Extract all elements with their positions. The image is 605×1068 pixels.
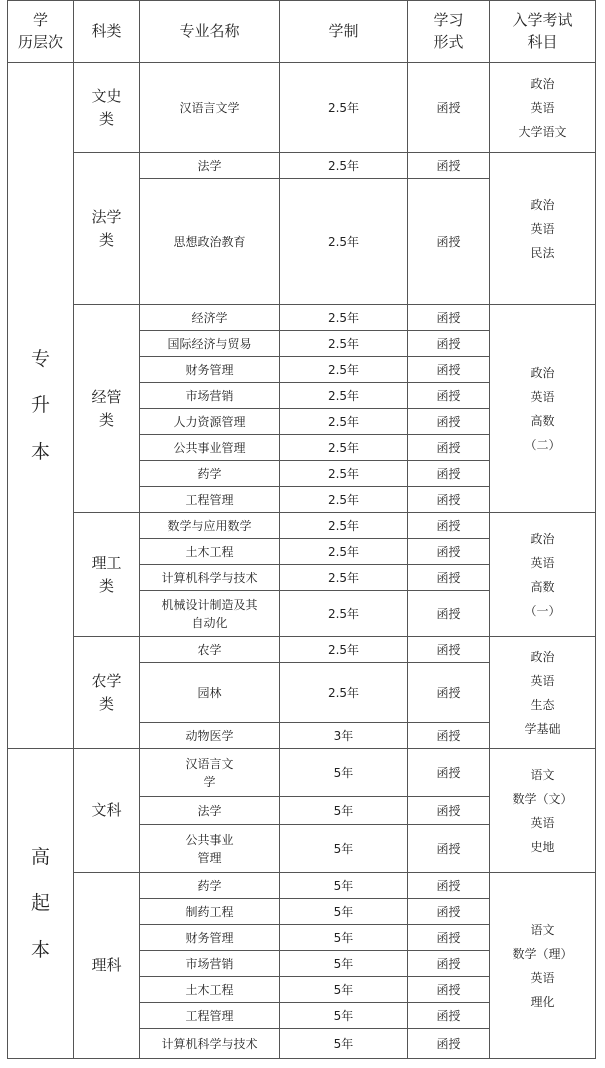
program-row — [8, 637, 596, 663]
text-line: 政治 — [530, 365, 555, 380]
text-line: 英语 — [530, 970, 555, 985]
text-line: 农学 — [91, 672, 122, 690]
major-name-cell — [140, 873, 280, 899]
category-cell — [74, 513, 140, 637]
text-line: 理工 — [91, 554, 122, 572]
text-line: 药学 — [197, 878, 222, 893]
header-study-mode: 学习 形式 — [408, 1, 490, 63]
program-row — [8, 153, 596, 179]
duration-cell: 2.5年 — [280, 513, 408, 539]
duration-cell: 2.5年 — [280, 305, 408, 331]
text-line: 公共事业管理 — [173, 440, 246, 455]
major-name-cell — [140, 409, 280, 435]
text-line: 类 — [98, 410, 114, 429]
text-line: 国际经济与贸易 — [167, 336, 252, 351]
study-mode-cell: 函授 — [408, 565, 490, 591]
text-line: 类 — [98, 694, 114, 713]
study-mode-cell: 函授 — [408, 179, 490, 305]
text-line: 政治 — [530, 649, 555, 664]
duration-cell: 2.5年 — [280, 179, 408, 305]
text-line: 高 — [30, 845, 50, 868]
study-mode-cell: 函授 — [408, 331, 490, 357]
text-line: 英语 — [530, 221, 555, 236]
text-line: 汉语言文 — [185, 756, 234, 771]
text-line: 工程管理 — [185, 492, 234, 507]
text-line: 英语 — [530, 815, 555, 830]
study-mode-cell: 函授 — [408, 977, 490, 1003]
study-mode-cell: 函授 — [408, 435, 490, 461]
text-line: 史地 — [530, 839, 555, 854]
major-name-cell — [140, 153, 280, 179]
text-line: 高数 — [530, 579, 555, 594]
text-line: 语文 — [530, 922, 555, 937]
duration-cell: 2.5年 — [280, 591, 408, 637]
duration-cell: 5年 — [280, 825, 408, 873]
study-mode-cell: 函授 — [408, 1003, 490, 1029]
level-cell — [8, 749, 74, 1059]
text-line: 汉语言文学 — [179, 100, 240, 115]
text-line: 机械设计制造及其 — [161, 597, 258, 612]
program-row — [8, 749, 596, 797]
duration-cell: 5年 — [280, 797, 408, 825]
major-name-cell — [140, 179, 280, 305]
text-line: 理化 — [530, 994, 555, 1009]
duration-cell: 2.5年 — [280, 565, 408, 591]
text-line: 起 — [30, 892, 50, 915]
duration-cell: 2.5年 — [280, 461, 408, 487]
major-name-cell — [140, 383, 280, 409]
text-line: 土木工程 — [185, 544, 234, 559]
study-mode-cell: 函授 — [408, 899, 490, 925]
text-line: 升 — [30, 394, 50, 417]
major-name-cell — [140, 305, 280, 331]
text-line: 英语 — [530, 100, 555, 115]
programs-table-body — [8, 1, 596, 1059]
text-line: 专 — [30, 347, 50, 370]
major-name-cell — [140, 899, 280, 925]
major-name-cell — [140, 749, 280, 797]
study-mode-cell: 函授 — [408, 1029, 490, 1059]
text-line: 语文 — [530, 767, 555, 782]
major-name-cell — [140, 591, 280, 637]
duration-cell: 5年 — [280, 925, 408, 951]
text-line: 政治 — [530, 76, 555, 91]
text-line: 管理 — [197, 850, 222, 865]
text-line: 经管 — [91, 388, 122, 406]
duration-cell: 5年 — [280, 873, 408, 899]
duration-cell: 5年 — [280, 951, 408, 977]
exam-subjects-cell — [490, 873, 596, 1059]
exam-subjects-cell — [490, 749, 596, 873]
duration-cell: 2.5年 — [280, 539, 408, 565]
study-mode-cell: 函授 — [408, 63, 490, 153]
study-mode-cell: 函授 — [408, 873, 490, 899]
programs-table — [7, 0, 596, 1059]
duration-cell: 5年 — [280, 977, 408, 1003]
major-name-cell — [140, 723, 280, 749]
text-line: 思想政治教育 — [173, 234, 246, 249]
duration-cell: 2.5年 — [280, 663, 408, 723]
category-cell — [74, 63, 140, 153]
program-row — [8, 873, 596, 899]
text-line: 市场营销 — [185, 956, 234, 971]
level-cell — [8, 63, 74, 749]
text-line: 人力资源管理 — [173, 414, 246, 429]
text-line: 数学与应用数学 — [167, 518, 252, 533]
text-line: 法学 — [197, 158, 222, 173]
text-line: 英语 — [530, 673, 555, 688]
major-name-cell — [140, 539, 280, 565]
program-row — [8, 513, 596, 539]
text-line: 学基础 — [524, 721, 561, 736]
study-mode-cell: 函授 — [408, 723, 490, 749]
text-line: 英语 — [530, 389, 555, 404]
text-line: 文科 — [91, 801, 122, 820]
exam-subjects-cell — [490, 637, 596, 749]
study-mode-cell: 函授 — [408, 357, 490, 383]
program-row — [8, 63, 596, 153]
major-name-cell — [140, 663, 280, 723]
study-mode-cell: 函授 — [408, 539, 490, 565]
header-major: 专业名称 — [140, 1, 280, 63]
exam-subjects-cell — [490, 153, 596, 305]
text-line: 民法 — [530, 245, 555, 260]
duration-cell: 2.5年 — [280, 383, 408, 409]
major-name-cell — [140, 357, 280, 383]
text-line: （一） — [524, 603, 561, 618]
text-line: 计算机科学与技术 — [161, 1036, 258, 1051]
duration-cell: 5年 — [280, 899, 408, 925]
text-line: 数学（文） — [512, 791, 573, 806]
text-line: 大学语文 — [518, 124, 567, 139]
major-name-cell — [140, 487, 280, 513]
text-line: 类 — [98, 230, 114, 249]
major-name-cell — [140, 513, 280, 539]
duration-cell: 2.5年 — [280, 487, 408, 513]
duration-cell: 2.5年 — [280, 153, 408, 179]
major-name-cell — [140, 825, 280, 873]
duration-cell: 2.5年 — [280, 435, 408, 461]
header-level: 学 历层次 — [8, 1, 74, 63]
text-line: 生态 — [530, 697, 555, 712]
study-mode-cell: 函授 — [408, 591, 490, 637]
text-line: 财务管理 — [185, 362, 234, 377]
header-duration: 学制 — [280, 1, 408, 63]
major-name-cell — [140, 461, 280, 487]
study-mode-cell: 函授 — [408, 513, 490, 539]
study-mode-cell: 函授 — [408, 749, 490, 797]
text-line: 法学 — [91, 208, 122, 226]
duration-cell: 2.5年 — [280, 409, 408, 435]
duration-cell: 5年 — [280, 1029, 408, 1059]
text-line: 计算机科学与技术 — [161, 570, 258, 585]
study-mode-cell: 函授 — [408, 663, 490, 723]
exam-subjects-cell — [490, 305, 596, 513]
text-line: 工程管理 — [185, 1008, 234, 1023]
major-name-cell — [140, 951, 280, 977]
text-line: （二） — [524, 437, 561, 452]
major-name-cell — [140, 977, 280, 1003]
category-cell — [74, 873, 140, 1059]
study-mode-cell: 函授 — [408, 461, 490, 487]
duration-cell: 2.5年 — [280, 331, 408, 357]
duration-cell: 3年 — [280, 723, 408, 749]
text-line: 学 — [203, 774, 216, 789]
text-line: 药学 — [197, 466, 222, 481]
header-category: 科类 — [74, 1, 140, 63]
major-name-cell — [140, 435, 280, 461]
major-name-cell — [140, 637, 280, 663]
text-line: 土木工程 — [185, 982, 234, 997]
text-line: 政治 — [530, 531, 555, 546]
duration-cell: 5年 — [280, 1003, 408, 1029]
text-line: 本 — [30, 938, 50, 961]
category-cell — [74, 305, 140, 513]
duration-cell: 5年 — [280, 749, 408, 797]
text-line: 市场营销 — [185, 388, 234, 403]
category-cell — [74, 637, 140, 749]
exam-subjects-cell — [490, 63, 596, 153]
text-line: 法学 — [197, 803, 222, 818]
text-line: 高数 — [530, 413, 555, 428]
program-row — [8, 305, 596, 331]
header-exam-subjects: 入学考试 科目 — [490, 1, 596, 63]
text-line: 经济学 — [191, 310, 228, 325]
category-cell — [74, 749, 140, 873]
text-line: 自动化 — [191, 615, 228, 630]
study-mode-cell: 函授 — [408, 925, 490, 951]
text-line: 动物医学 — [185, 728, 234, 743]
duration-cell: 2.5年 — [280, 357, 408, 383]
duration-cell: 2.5年 — [280, 63, 408, 153]
duration-cell: 2.5年 — [280, 637, 408, 663]
study-mode-cell: 函授 — [408, 797, 490, 825]
major-name-cell — [140, 925, 280, 951]
text-line: 园林 — [197, 685, 222, 700]
major-name-cell — [140, 331, 280, 357]
text-line: 公共事业 — [185, 832, 234, 847]
exam-subjects-cell — [490, 513, 596, 637]
text-line: 类 — [98, 576, 114, 595]
major-name-cell — [140, 63, 280, 153]
major-name-cell — [140, 1003, 280, 1029]
text-line: 财务管理 — [185, 930, 234, 945]
major-name-cell — [140, 797, 280, 825]
text-line: 理科 — [91, 956, 122, 975]
text-line: 制药工程 — [185, 904, 234, 919]
text-line: 本 — [30, 440, 50, 463]
text-line: 农学 — [197, 642, 222, 657]
study-mode-cell: 函授 — [408, 487, 490, 513]
study-mode-cell: 函授 — [408, 637, 490, 663]
text-line: 数学（理） — [512, 946, 573, 961]
text-line: 英语 — [530, 555, 555, 570]
text-line: 类 — [98, 109, 114, 128]
study-mode-cell: 函授 — [408, 409, 490, 435]
study-mode-cell: 函授 — [408, 153, 490, 179]
category-cell — [74, 153, 140, 305]
text-line: 文史 — [91, 87, 122, 105]
major-name-cell — [140, 565, 280, 591]
major-name-cell — [140, 1029, 280, 1059]
header-row — [8, 1, 596, 63]
study-mode-cell: 函授 — [408, 951, 490, 977]
text-line: 政治 — [530, 197, 555, 212]
study-mode-cell: 函授 — [408, 383, 490, 409]
study-mode-cell: 函授 — [408, 305, 490, 331]
study-mode-cell: 函授 — [408, 825, 490, 873]
